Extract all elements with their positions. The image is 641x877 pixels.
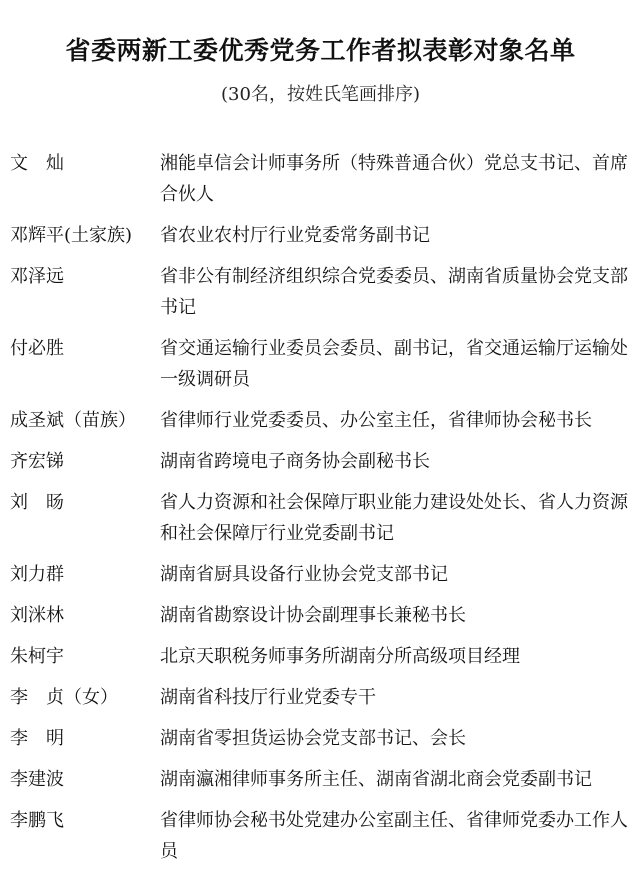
honoree-name: 邓辉平(土家族) — [10, 225, 133, 246]
list-item — [10, 261, 635, 323]
honoree-name: 朱柯宇 — [10, 646, 64, 667]
list-item — [10, 723, 635, 754]
list-item — [10, 682, 635, 713]
honoree-position: 省人力资源和社会保障厅职业能力建设处处长、省人力资源和社会保障厅行业党委副书记 — [160, 492, 628, 544]
honoree-position: 湖南省科技厅行业党委专干 — [160, 687, 376, 708]
honoree-name: 李 明 — [10, 728, 64, 749]
honoree-position: 湖南省勘察设计协会副理事长兼秘书长 — [160, 605, 466, 626]
honoree-position: 省律师行业党委委员、办公室主任，省律师协会秘书长 — [160, 410, 592, 431]
list-item — [10, 764, 635, 795]
list-item — [10, 405, 635, 436]
honoree-name: 成圣斌（苗族） — [10, 410, 136, 431]
honoree-position: 湖南省厨具设备行业协会党支部书记 — [160, 564, 448, 585]
honoree-name: 李建波 — [10, 769, 64, 790]
honoree-position: 省农业农村厅行业党委常务副书记 — [160, 225, 430, 246]
honoree-position: 湘能卓信会计师事务所（特殊普通合伙）党总支书记、首席合伙人 — [160, 153, 628, 205]
honoree-name: 付必胜 — [10, 338, 64, 359]
document-subtitle: (30名，按姓氏笔画排序) — [221, 84, 420, 105]
list-item — [10, 559, 635, 590]
honoree-position: 省非公有制经济组织综合党委委员、湖南省质量协会党支部书记 — [160, 266, 628, 318]
honoree-list — [10, 148, 635, 877]
list-item — [10, 333, 635, 395]
list-item — [10, 641, 635, 672]
honoree-name: 刘洣林 — [10, 605, 64, 626]
honoree-position: 省交通运输行业委员会委员、副书记，省交通运输厅运输处一级调研员 — [160, 338, 628, 390]
list-item — [10, 805, 635, 867]
list-item — [10, 600, 635, 631]
honoree-position: 省律师协会秘书处党建办公室副主任、省律师党委办工作人员 — [160, 810, 628, 862]
honoree-position: 湖南省跨境电子商务协会副秘书长 — [160, 451, 430, 472]
list-item — [10, 446, 635, 477]
document-title: 省委两新工委优秀党务工作者拟表彰对象名单 — [65, 36, 576, 65]
honoree-name: 邓泽远 — [10, 266, 64, 287]
list-item — [10, 220, 635, 251]
list-item — [10, 148, 635, 210]
honoree-position: 湖南瀛湘律师事务所主任、湖南省湖北商会党委副书记 — [160, 769, 592, 790]
honoree-position: 北京天职税务师事务所湖南分所高级项目经理 — [160, 646, 520, 667]
honoree-name: 刘力群 — [10, 564, 64, 585]
honoree-name: 文 灿 — [10, 153, 64, 174]
honoree-name: 刘 旸 — [10, 492, 64, 513]
honoree-name: 齐宏锑 — [10, 451, 64, 472]
honoree-name: 李 贞（女） — [10, 687, 118, 708]
list-item — [10, 487, 635, 549]
honoree-name: 李鹏飞 — [10, 810, 64, 831]
honoree-position: 湖南省零担货运协会党支部书记、会长 — [160, 728, 466, 749]
